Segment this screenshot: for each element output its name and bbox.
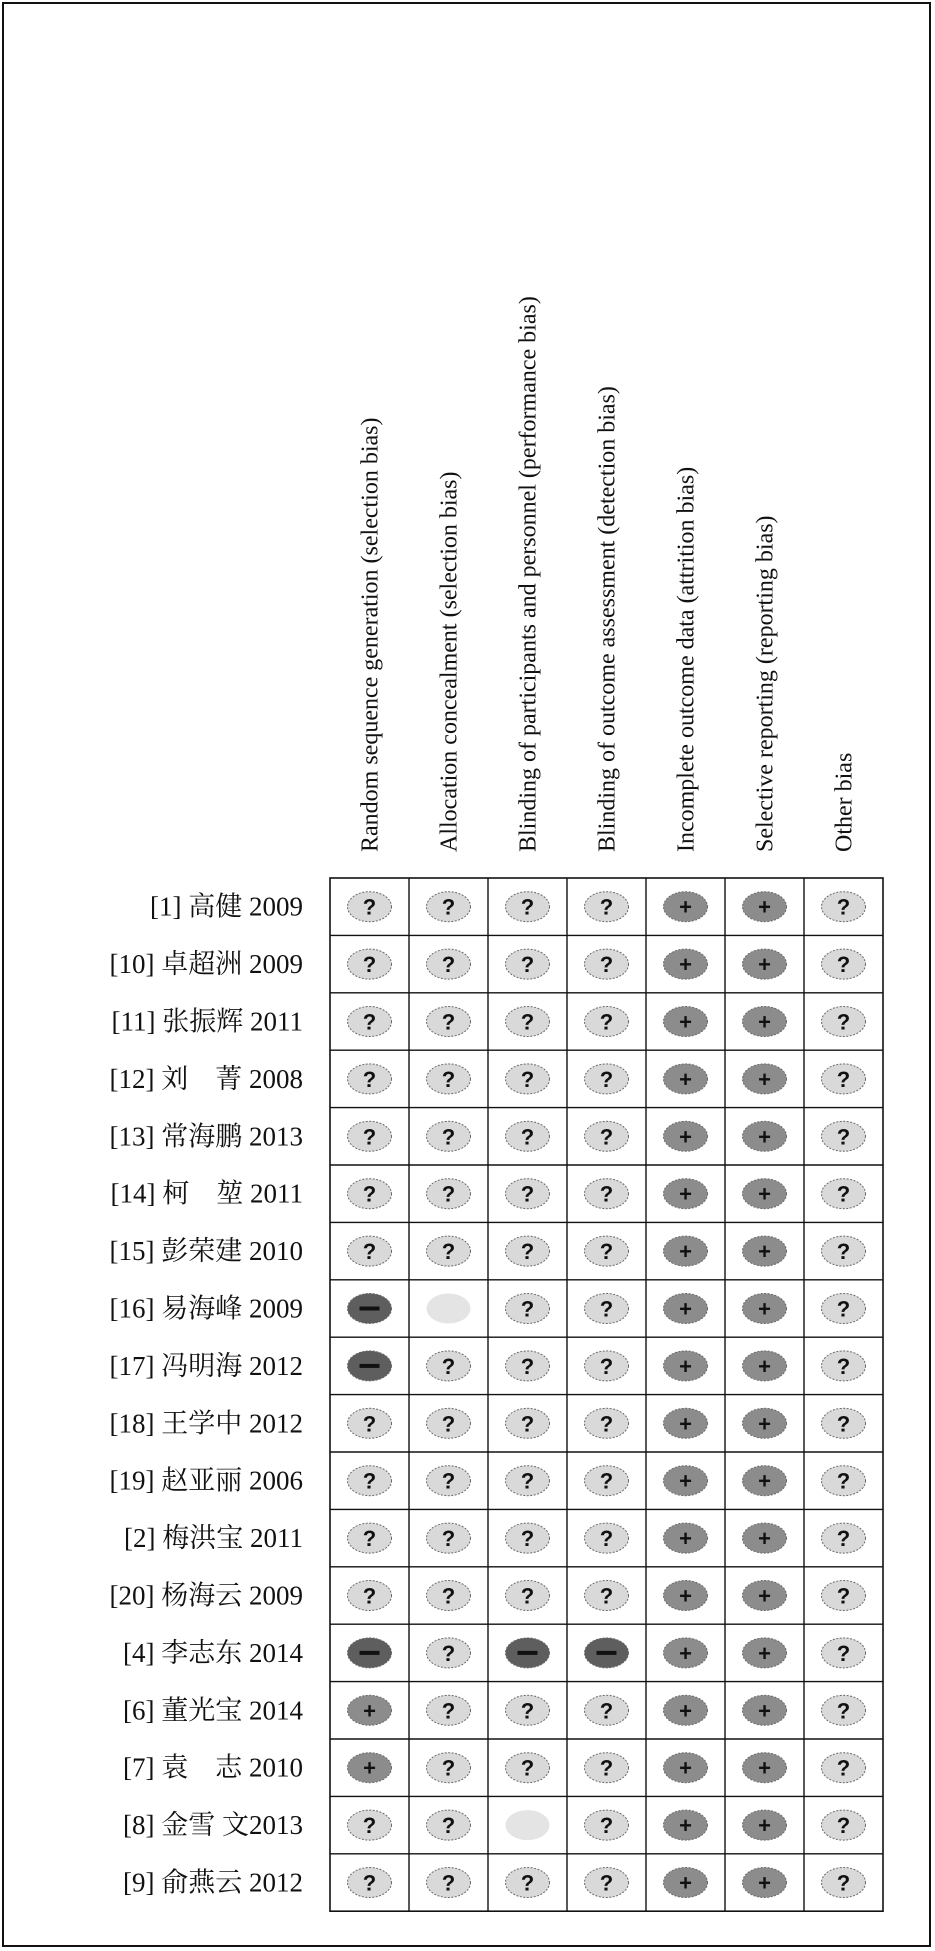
question-icon bbox=[506, 1466, 550, 1496]
blank-icon bbox=[427, 1294, 471, 1324]
question-icon bbox=[348, 1581, 392, 1611]
question-icon bbox=[585, 1523, 629, 1553]
judgement-symbol: ? bbox=[520, 1296, 535, 1322]
judgement-symbol: ? bbox=[441, 1755, 456, 1781]
plus-icon bbox=[664, 1179, 708, 1209]
study-label: [10] 卓超洲 2009 bbox=[109, 949, 303, 980]
judgement-symbol: + bbox=[758, 1870, 771, 1896]
judgement-symbol: ? bbox=[441, 1124, 456, 1150]
question-icon bbox=[822, 1753, 866, 1783]
judgement-symbol: ? bbox=[836, 1124, 851, 1150]
question-icon bbox=[427, 1695, 471, 1725]
plus-icon bbox=[743, 1236, 787, 1266]
question-icon bbox=[585, 1064, 629, 1094]
question-icon bbox=[585, 1466, 629, 1496]
judgement-symbol: ? bbox=[441, 1640, 456, 1666]
judgement-symbol: ? bbox=[441, 952, 456, 978]
question-icon bbox=[427, 1236, 471, 1266]
judgement-symbol: + bbox=[758, 1813, 771, 1839]
plus-icon bbox=[664, 1294, 708, 1324]
question-icon bbox=[585, 1351, 629, 1381]
question-icon bbox=[822, 1695, 866, 1725]
question-icon bbox=[427, 1179, 471, 1209]
judgement-symbol: ? bbox=[836, 894, 851, 920]
judgement-symbol: ? bbox=[520, 1468, 535, 1494]
study-label: [14] 柯 堃 2011 bbox=[110, 1178, 303, 1209]
question-icon bbox=[427, 949, 471, 979]
judgement-symbol: + bbox=[758, 952, 771, 978]
judgement-symbol: ? bbox=[836, 1353, 851, 1379]
judgement-symbol: ? bbox=[836, 1755, 851, 1781]
judgement-symbol: ? bbox=[599, 1411, 614, 1437]
question-icon bbox=[585, 1236, 629, 1266]
domain-header-3: Blinding of participants and personnel (performance bias) bbox=[515, 296, 542, 852]
question-icon bbox=[822, 1236, 866, 1266]
question-icon bbox=[427, 1523, 471, 1553]
minus-icon bbox=[348, 1638, 392, 1668]
domain-header-2: Allocation concealment (selection bias) bbox=[436, 471, 463, 852]
question-icon bbox=[822, 1007, 866, 1037]
judgement-symbol: ? bbox=[520, 1698, 535, 1724]
plus-icon bbox=[743, 949, 787, 979]
plus-icon bbox=[348, 1695, 392, 1725]
domain-header-6: Selective reporting (reporting bias) bbox=[752, 515, 779, 852]
judgement-symbol: + bbox=[679, 1009, 692, 1035]
plus-icon bbox=[743, 1868, 787, 1898]
question-icon bbox=[506, 1236, 550, 1266]
judgement-symbol: ? bbox=[441, 1468, 456, 1494]
question-icon bbox=[427, 1868, 471, 1898]
plus-icon bbox=[664, 1064, 708, 1094]
judgement-symbol: ? bbox=[362, 952, 377, 978]
plus-icon bbox=[743, 1695, 787, 1725]
question-icon bbox=[506, 1064, 550, 1094]
judgement-symbol: ? bbox=[836, 952, 851, 978]
plus-icon bbox=[348, 1753, 392, 1783]
study-label: [11] 张振辉 2011 bbox=[111, 1006, 303, 1037]
judgement-symbol: ? bbox=[836, 1239, 851, 1265]
judgement-symbol: + bbox=[758, 1526, 771, 1552]
question-icon bbox=[348, 1810, 392, 1840]
question-icon bbox=[822, 1581, 866, 1611]
judgement-symbol: + bbox=[679, 1353, 692, 1379]
minus-stroke bbox=[360, 1651, 380, 1655]
plus-icon bbox=[664, 1695, 708, 1725]
judgement-symbol: + bbox=[679, 1640, 692, 1666]
question-icon bbox=[427, 892, 471, 922]
study-label: [19] 赵亚丽 2006 bbox=[109, 1465, 303, 1496]
judgement-symbol: + bbox=[679, 1468, 692, 1494]
plus-icon bbox=[743, 1007, 787, 1037]
question-icon bbox=[822, 1523, 866, 1553]
question-icon bbox=[585, 1753, 629, 1783]
judgement-symbol: + bbox=[679, 1239, 692, 1265]
judgement-symbol: ? bbox=[599, 1468, 614, 1494]
question-icon bbox=[348, 1064, 392, 1094]
plus-icon bbox=[743, 1581, 787, 1611]
judgement-symbol: ? bbox=[599, 894, 614, 920]
judgement-symbol: + bbox=[679, 1526, 692, 1552]
question-icon bbox=[348, 1236, 392, 1266]
question-icon bbox=[427, 1466, 471, 1496]
question-icon bbox=[348, 1868, 392, 1898]
blank-icon bbox=[506, 1810, 550, 1840]
judgement-symbol: + bbox=[679, 952, 692, 978]
judgement-symbol: ? bbox=[836, 1813, 851, 1839]
minus-stroke bbox=[360, 1364, 380, 1368]
plus-icon bbox=[743, 1408, 787, 1438]
question-icon bbox=[427, 1408, 471, 1438]
minus-icon bbox=[348, 1351, 392, 1381]
plus-icon bbox=[664, 949, 708, 979]
judgement-symbol: ? bbox=[836, 1468, 851, 1494]
judgement-symbol: ? bbox=[520, 1526, 535, 1552]
question-icon bbox=[585, 1408, 629, 1438]
study-label: [20] 杨海云 2009 bbox=[109, 1580, 303, 1611]
question-icon bbox=[506, 1179, 550, 1209]
judgement-symbol: + bbox=[679, 1181, 692, 1207]
judgement-symbol: ? bbox=[599, 1181, 614, 1207]
judgement-symbol: + bbox=[679, 1755, 692, 1781]
minus-icon bbox=[506, 1638, 550, 1668]
judgement-symbol: + bbox=[758, 1296, 771, 1322]
judgement-symbol: ? bbox=[362, 1468, 377, 1494]
judgement-symbol: + bbox=[679, 1698, 692, 1724]
question-icon bbox=[348, 1408, 392, 1438]
question-icon bbox=[427, 1121, 471, 1151]
question-icon bbox=[506, 1351, 550, 1381]
study-label: [12] 刘 菁 2008 bbox=[109, 1063, 303, 1094]
judgement-symbol: + bbox=[679, 1411, 692, 1437]
question-icon bbox=[427, 1351, 471, 1381]
judgement-symbol: + bbox=[758, 1698, 771, 1724]
question-icon bbox=[348, 1121, 392, 1151]
question-icon bbox=[822, 1466, 866, 1496]
judgement-symbol: ? bbox=[520, 1411, 535, 1437]
judgement-symbol: + bbox=[363, 1755, 376, 1781]
plus-icon bbox=[743, 1523, 787, 1553]
judgement-symbol: + bbox=[679, 1124, 692, 1150]
question-icon bbox=[348, 892, 392, 922]
judgement-symbol: ? bbox=[441, 1239, 456, 1265]
judgement-symbol: ? bbox=[599, 1755, 614, 1781]
judgement-symbol: + bbox=[758, 1009, 771, 1035]
question-icon bbox=[822, 1638, 866, 1668]
judgement-symbol: ? bbox=[362, 1239, 377, 1265]
judgement-symbol: ? bbox=[836, 1583, 851, 1609]
judgement-symbol: + bbox=[363, 1698, 376, 1724]
judgement-symbol: ? bbox=[520, 1239, 535, 1265]
plus-icon bbox=[664, 1351, 708, 1381]
question-icon bbox=[585, 1007, 629, 1037]
study-label: [8] 金雪 文2013 bbox=[123, 1810, 303, 1841]
judgement-badge bbox=[506, 1810, 550, 1840]
judgement-symbol: ? bbox=[520, 952, 535, 978]
question-icon bbox=[822, 1351, 866, 1381]
study-label: [9] 俞燕云 2012 bbox=[123, 1867, 303, 1898]
question-icon bbox=[427, 1064, 471, 1094]
judgement-symbol: ? bbox=[599, 1583, 614, 1609]
plus-icon bbox=[743, 1810, 787, 1840]
judgement-symbol: ? bbox=[599, 1009, 614, 1035]
judgement-symbol: ? bbox=[836, 1640, 851, 1666]
plus-icon bbox=[664, 1007, 708, 1037]
judgement-symbol: ? bbox=[362, 1181, 377, 1207]
judgement-symbol: ? bbox=[362, 1124, 377, 1150]
plus-icon bbox=[743, 1179, 787, 1209]
judgement-symbol: ? bbox=[599, 1239, 614, 1265]
question-icon bbox=[348, 1523, 392, 1553]
judgement-symbol: ? bbox=[520, 1009, 535, 1035]
judgement-grid bbox=[330, 878, 883, 1911]
judgement-symbol: + bbox=[758, 1066, 771, 1092]
judgement-symbol: + bbox=[758, 1353, 771, 1379]
question-icon bbox=[822, 949, 866, 979]
question-icon bbox=[506, 1753, 550, 1783]
judgement-symbol: ? bbox=[362, 894, 377, 920]
plus-icon bbox=[664, 1121, 708, 1151]
judgement-symbol: ? bbox=[441, 1066, 456, 1092]
judgement-symbol: + bbox=[758, 1124, 771, 1150]
question-icon bbox=[822, 1810, 866, 1840]
question-icon bbox=[506, 1581, 550, 1611]
judgement-symbol: ? bbox=[836, 1698, 851, 1724]
study-label: [18] 王学中 2012 bbox=[109, 1408, 303, 1439]
question-icon bbox=[822, 1121, 866, 1151]
question-icon bbox=[506, 1868, 550, 1898]
question-icon bbox=[585, 1179, 629, 1209]
question-icon bbox=[506, 1121, 550, 1151]
study-label: [1] 高健 2009 bbox=[150, 891, 303, 922]
plus-icon bbox=[743, 1294, 787, 1324]
judgement-symbol: ? bbox=[520, 1124, 535, 1150]
study-label: [15] 彭荣建 2010 bbox=[109, 1236, 303, 1267]
study-label: [2] 梅洪宝 2011 bbox=[124, 1523, 303, 1554]
judgement-symbol: ? bbox=[362, 1066, 377, 1092]
minus-icon bbox=[585, 1638, 629, 1668]
question-icon bbox=[427, 1638, 471, 1668]
judgement-symbol: + bbox=[758, 894, 771, 920]
study-label: [4] 李志东 2014 bbox=[123, 1637, 303, 1668]
judgement-symbol: + bbox=[679, 1813, 692, 1839]
domain-header-5: Incomplete outcome data (attrition bias) bbox=[673, 466, 700, 852]
plus-icon bbox=[664, 1236, 708, 1266]
question-icon bbox=[585, 892, 629, 922]
judgement-symbol: ? bbox=[441, 1698, 456, 1724]
question-icon bbox=[348, 1466, 392, 1496]
judgement-symbol: + bbox=[679, 1066, 692, 1092]
question-icon bbox=[506, 949, 550, 979]
question-icon bbox=[822, 1179, 866, 1209]
plus-icon bbox=[664, 892, 708, 922]
judgement-symbol: ? bbox=[599, 952, 614, 978]
judgement-symbol: ? bbox=[441, 1181, 456, 1207]
plus-icon bbox=[743, 892, 787, 922]
study-label: [6] 董光宝 2014 bbox=[123, 1695, 303, 1726]
question-icon bbox=[585, 1294, 629, 1324]
study-label: [13] 常海鹏 2013 bbox=[109, 1121, 303, 1152]
judgement-badge bbox=[427, 1294, 471, 1324]
judgement-symbol: ? bbox=[520, 894, 535, 920]
question-icon bbox=[585, 1810, 629, 1840]
domain-header-4: Blinding of outcome assessment (detection bias) bbox=[594, 386, 621, 852]
plus-icon bbox=[743, 1466, 787, 1496]
judgement-symbol: ? bbox=[441, 1009, 456, 1035]
judgement-symbol: ? bbox=[520, 1066, 535, 1092]
study-label: [7] 袁 志 2010 bbox=[123, 1752, 303, 1783]
judgement-symbol: + bbox=[758, 1640, 771, 1666]
judgement-symbol: + bbox=[758, 1181, 771, 1207]
judgement-symbol: + bbox=[679, 1583, 692, 1609]
judgement-symbol: ? bbox=[441, 1583, 456, 1609]
judgement-symbol: ? bbox=[836, 1181, 851, 1207]
question-icon bbox=[506, 1523, 550, 1553]
question-icon bbox=[506, 1294, 550, 1324]
judgement-symbol: ? bbox=[441, 1526, 456, 1552]
question-icon bbox=[585, 1695, 629, 1725]
question-icon bbox=[348, 1179, 392, 1209]
question-icon bbox=[585, 949, 629, 979]
question-icon bbox=[585, 1121, 629, 1151]
plus-icon bbox=[664, 1581, 708, 1611]
judgement-symbol: ? bbox=[836, 1870, 851, 1896]
judgement-symbol: ? bbox=[599, 1526, 614, 1552]
judgement-symbol: ? bbox=[599, 1296, 614, 1322]
question-icon bbox=[822, 1294, 866, 1324]
judgement-symbol: ? bbox=[362, 1009, 377, 1035]
judgement-symbol: ? bbox=[836, 1526, 851, 1552]
plus-icon bbox=[664, 1868, 708, 1898]
minus-stroke bbox=[360, 1307, 380, 1311]
question-icon bbox=[822, 1868, 866, 1898]
plus-icon bbox=[664, 1408, 708, 1438]
question-icon bbox=[822, 1064, 866, 1094]
judgement-symbol: ? bbox=[362, 1526, 377, 1552]
judgement-symbol: ? bbox=[599, 1698, 614, 1724]
study-label: [16] 易海峰 2009 bbox=[109, 1293, 303, 1324]
judgement-symbol: ? bbox=[362, 1813, 377, 1839]
judgement-symbol: ? bbox=[520, 1870, 535, 1896]
question-icon bbox=[822, 892, 866, 922]
judgement-symbol: + bbox=[679, 1296, 692, 1322]
judgement-symbol: + bbox=[758, 1239, 771, 1265]
question-icon bbox=[506, 892, 550, 922]
judgement-symbol: ? bbox=[599, 1813, 614, 1839]
judgement-symbol: ? bbox=[441, 1353, 456, 1379]
question-icon bbox=[822, 1408, 866, 1438]
judgement-symbol: ? bbox=[441, 894, 456, 920]
judgement-symbol: ? bbox=[520, 1583, 535, 1609]
judgement-symbol: ? bbox=[599, 1124, 614, 1150]
judgement-symbol: + bbox=[758, 1468, 771, 1494]
judgement-symbol: ? bbox=[599, 1353, 614, 1379]
plus-icon bbox=[743, 1351, 787, 1381]
judgement-symbol: ? bbox=[520, 1181, 535, 1207]
plus-icon bbox=[743, 1121, 787, 1151]
question-icon bbox=[585, 1581, 629, 1611]
domain-header-7: Other bias bbox=[831, 752, 858, 852]
judgement-symbol: + bbox=[679, 1870, 692, 1896]
domain-header-1: Random sequence generation (selection bias) bbox=[357, 417, 384, 852]
question-icon bbox=[348, 949, 392, 979]
judgement-symbol: ? bbox=[520, 1755, 535, 1781]
question-icon bbox=[506, 1408, 550, 1438]
minus-icon bbox=[348, 1294, 392, 1324]
question-icon bbox=[506, 1695, 550, 1725]
judgement-symbol: ? bbox=[441, 1813, 456, 1839]
judgement-symbol: ? bbox=[362, 1583, 377, 1609]
minus-stroke bbox=[518, 1651, 538, 1655]
judgement-symbol: ? bbox=[836, 1066, 851, 1092]
judgement-symbol: + bbox=[758, 1583, 771, 1609]
judgement-symbol: + bbox=[758, 1411, 771, 1437]
judgement-symbol: ? bbox=[441, 1870, 456, 1896]
judgement-symbol: + bbox=[758, 1755, 771, 1781]
question-icon bbox=[506, 1007, 550, 1037]
judgement-symbol: ? bbox=[441, 1411, 456, 1437]
plus-icon bbox=[664, 1466, 708, 1496]
study-labels bbox=[110, 892, 304, 1898]
judgement-symbol: ? bbox=[836, 1009, 851, 1035]
judgement-symbol: ? bbox=[599, 1066, 614, 1092]
minus-stroke bbox=[597, 1651, 617, 1655]
question-icon bbox=[427, 1810, 471, 1840]
plus-icon bbox=[743, 1638, 787, 1668]
plus-icon bbox=[743, 1064, 787, 1094]
judgement-symbol: ? bbox=[836, 1411, 851, 1437]
judgement-symbol: ? bbox=[362, 1411, 377, 1437]
question-icon bbox=[348, 1007, 392, 1037]
judgement-symbol: ? bbox=[599, 1870, 614, 1896]
plus-icon bbox=[664, 1753, 708, 1783]
plus-icon bbox=[664, 1523, 708, 1553]
judgement-symbol: ? bbox=[836, 1296, 851, 1322]
question-icon bbox=[427, 1753, 471, 1783]
question-icon bbox=[427, 1581, 471, 1611]
study-label: [17] 冯明海 2012 bbox=[109, 1350, 303, 1381]
question-icon bbox=[585, 1868, 629, 1898]
domain-headers bbox=[358, 296, 858, 852]
plus-icon bbox=[664, 1638, 708, 1668]
judgement-symbol: ? bbox=[520, 1353, 535, 1379]
question-icon bbox=[427, 1007, 471, 1037]
judgement-symbol: + bbox=[679, 894, 692, 920]
judgement-symbol: ? bbox=[362, 1870, 377, 1896]
plus-icon bbox=[664, 1810, 708, 1840]
plus-icon bbox=[743, 1753, 787, 1783]
